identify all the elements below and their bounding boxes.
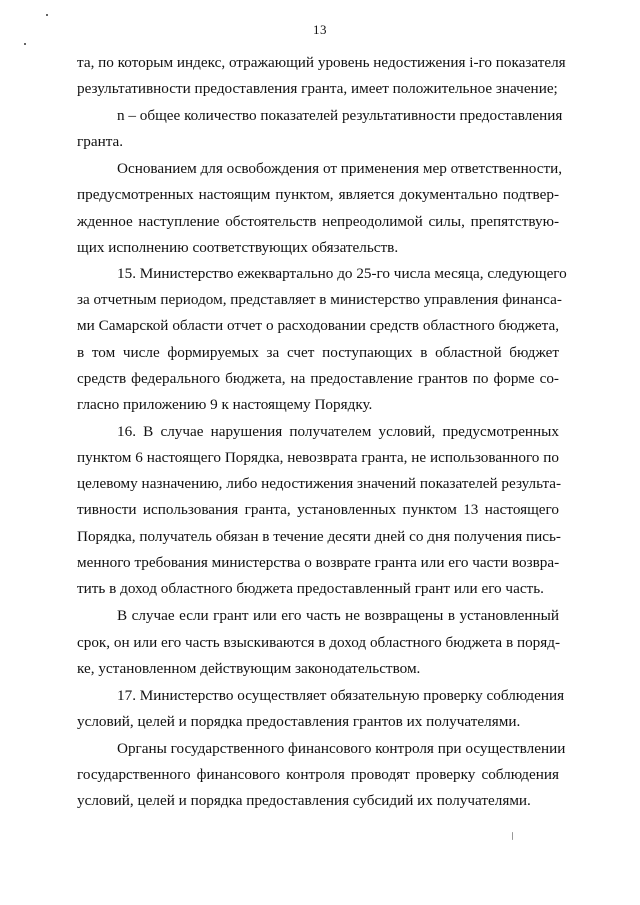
text-line: 17. Министерство осуществляет обязательную проверку соблюдения bbox=[117, 687, 565, 704]
text-line: срок, он или его часть взыскиваются в доход областного бюджета в поряд- bbox=[77, 634, 561, 651]
text-line: n – общее количество показателей результативности предоставления bbox=[117, 107, 563, 124]
text-line: тивности использования гранта, установленных пунктом 13 настоящего bbox=[77, 501, 559, 518]
scan-speck bbox=[24, 43, 26, 45]
text-line: гранта. bbox=[77, 133, 124, 150]
text-line: условий, целей и порядка предоставления субсидий их получателями. bbox=[77, 792, 531, 809]
text-line: гласно приложению 9 к настоящему Порядку. bbox=[77, 396, 373, 413]
text-line: тить в доход областного бюджета предоставленный грант или его часть. bbox=[77, 580, 544, 597]
page-number: 13 bbox=[313, 22, 327, 37]
text-line: Основанием для освобождения от применения мер ответственности, bbox=[117, 160, 563, 177]
text-line: ми Самарской области отчет о расходовании средств областного бюджета, bbox=[77, 317, 559, 334]
text-line: средств федерального бюджета, на предоставление грантов по форме со- bbox=[77, 370, 559, 387]
text-line: предусмотренных настоящим пунктом, является документально подтвер- bbox=[77, 186, 559, 203]
text-line: условий, целей и порядка предоставления грантов их получателями. bbox=[77, 713, 521, 730]
text-line: Порядка, получатель обязан в течение десяти дней со дня получения пись- bbox=[77, 528, 561, 545]
text-line: В случае если грант или его часть не возвращены в установленный bbox=[117, 607, 559, 624]
scan-speck bbox=[46, 14, 48, 16]
text-line: за отчетным периодом, представляет в министерство управления финанса- bbox=[77, 291, 562, 308]
text-line: пунктом 6 настоящего Порядка, невозврата гранта, не использованного по bbox=[77, 449, 559, 466]
scan-speck bbox=[512, 832, 513, 840]
text-line: менного требования министерства о возврате гранта или его части возвра- bbox=[77, 554, 560, 571]
text-line: жденное наступление обстоятельств непреодолимой силы, препятствую- bbox=[77, 213, 559, 230]
text-line: ке, установленном действующим законодательством. bbox=[77, 660, 421, 677]
text-line: щих исполнению соответствующих обязательств. bbox=[77, 239, 399, 256]
text-line: результативности предоставления гранта, имеет положительное значение; bbox=[77, 80, 558, 97]
text-line: 16. В случае нарушения получателем условий, предусмотренных bbox=[117, 423, 559, 440]
text-line: в том числе формируемых за счет поступающих в областной бюджет bbox=[77, 344, 559, 361]
text-line: Органы государственного финансового контроля при осуществлении bbox=[117, 740, 566, 757]
text-line: государственного финансового контроля проводят проверку соблюдения bbox=[77, 766, 559, 783]
text-line: 15. Министерство ежеквартально до 25-го числа месяца, следующего bbox=[117, 265, 567, 282]
text-line: та, по которым индекс, отражающий уровень недостижения i-го показателя bbox=[77, 54, 566, 71]
text-line: целевому назначению, либо недостижения значений показателей результа- bbox=[77, 475, 562, 492]
